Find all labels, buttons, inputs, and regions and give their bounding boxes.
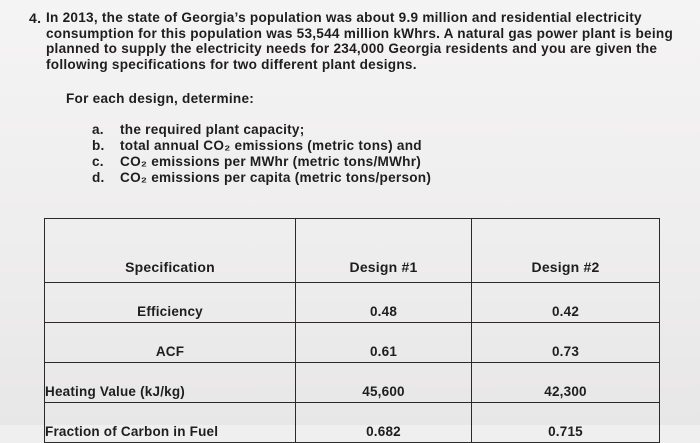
question-part-c: c. CO₂ emissions per MWhr (metric tons/MWhr) bbox=[92, 154, 422, 169]
table-row bbox=[45, 323, 660, 363]
cell-design-1: 0.61 bbox=[296, 323, 472, 363]
table-row bbox=[45, 403, 660, 443]
row-label-heating-value: Heating Value (kJ/kg) bbox=[45, 363, 296, 403]
problem-number: 4. bbox=[29, 10, 42, 26]
question-part-b: b. total annual CO₂ emissions (metric tons) and bbox=[92, 138, 422, 153]
cell-design-2: 42,300 bbox=[472, 363, 660, 403]
cell-design-2: 0.715 bbox=[472, 403, 660, 443]
table-row bbox=[45, 363, 660, 403]
row-label-carbon-fraction: Fraction of Carbon in Fuel bbox=[45, 403, 296, 443]
cell-design-1: 45,600 bbox=[296, 363, 472, 403]
cell-design-1: 0.682 bbox=[296, 403, 472, 443]
row-label-efficiency: Efficiency bbox=[45, 283, 296, 323]
question-part-a: a. the required plant capacity; bbox=[92, 122, 305, 137]
table-header-row bbox=[45, 219, 660, 283]
header-design-2: Design #2 bbox=[472, 219, 660, 283]
header-design-1: Design #1 bbox=[296, 219, 472, 283]
table-row bbox=[45, 283, 660, 323]
question-parts-list bbox=[92, 122, 431, 186]
cell-design-2: 0.42 bbox=[472, 283, 660, 323]
instruction-text: For each design, determine: bbox=[66, 91, 255, 106]
specification-table bbox=[44, 218, 660, 443]
problem-text: In 2013, the state of Georgia’s population was about 9.9 million and residential electricity consumption for this population was 53,544 million kWhrs. A natural gas power plant is being planned to supply the electricity needs for 234,000 Georgia residents and you are given the following specifications for two different plant designs. bbox=[46, 10, 673, 72]
header-specification: Specification bbox=[45, 219, 296, 283]
question-part-d: d. CO₂ emissions per capita (metric tons/person) bbox=[92, 170, 432, 185]
cell-design-1: 0.48 bbox=[296, 283, 472, 323]
row-label-acf: ACF bbox=[45, 323, 296, 363]
cell-design-2: 0.73 bbox=[472, 323, 660, 363]
problem-statement bbox=[29, 10, 686, 72]
